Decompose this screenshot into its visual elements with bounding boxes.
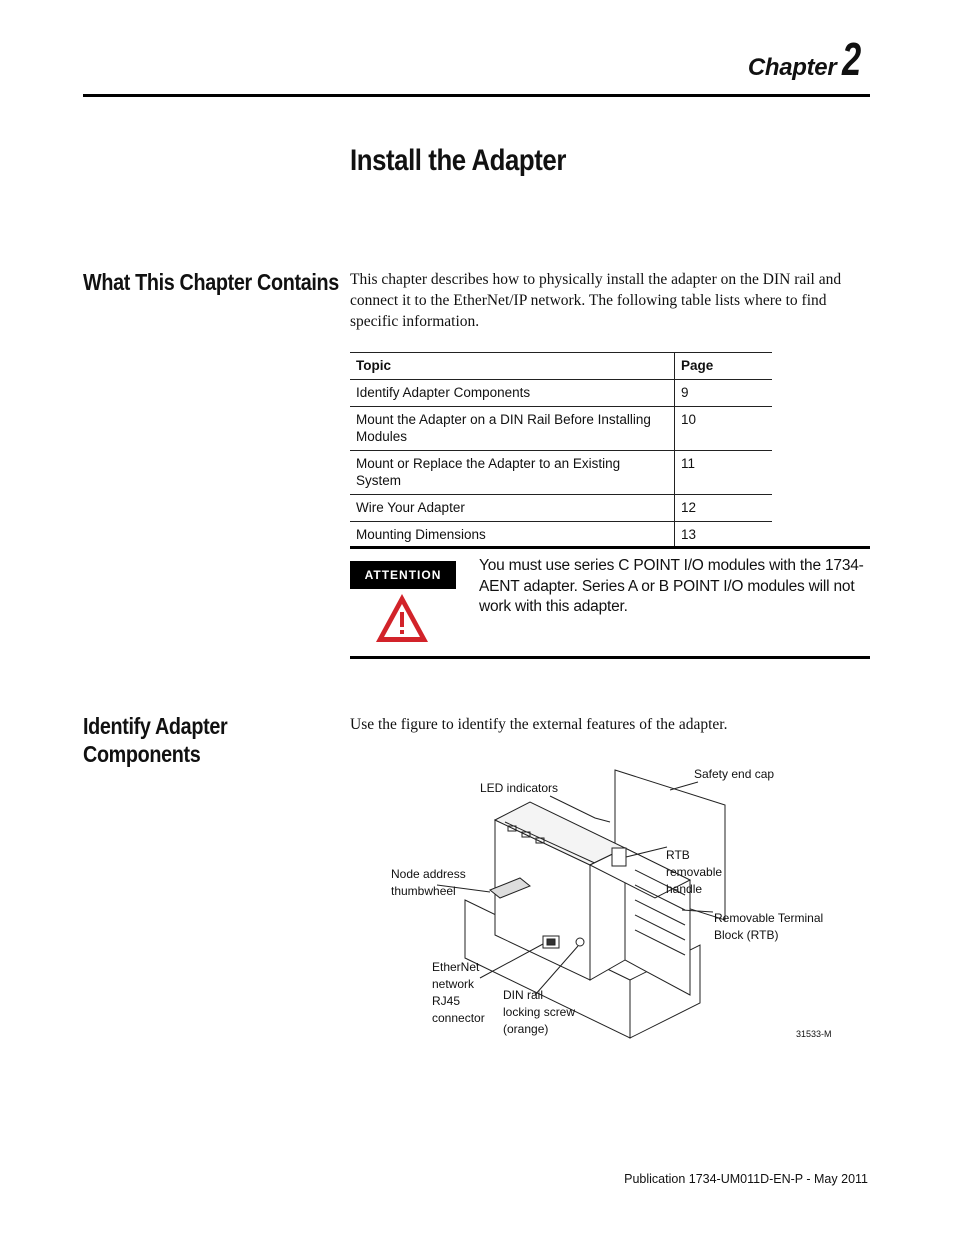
page-cell: 13 <box>675 522 773 549</box>
page-cell: 12 <box>675 495 773 522</box>
column-header-topic: Topic <box>350 353 675 380</box>
column-header-page: Page <box>675 353 773 380</box>
topic-cell: Mounting Dimensions <box>350 522 675 549</box>
callout-line: removable <box>666 865 723 879</box>
callout-line: Block (RTB) <box>714 928 779 942</box>
topic-cell: Mount or Replace the Adapter to an Existing System <box>350 451 675 495</box>
section-heading-chapter-contains: What This Chapter Contains <box>83 269 339 295</box>
table-row <box>350 495 772 522</box>
table-row <box>350 407 772 451</box>
figure-id: 31533-M <box>796 1029 832 1039</box>
page-title: Install the Adapter <box>350 144 566 177</box>
page-cell: 10 <box>675 407 773 451</box>
warning-triangle-icon <box>374 592 430 644</box>
chapter-number: 2 <box>842 33 862 85</box>
callout-line: handle <box>666 882 703 896</box>
section-intro-identify-components: Use the figure to identify the external features of the adapter. <box>350 716 728 733</box>
topics-table <box>350 352 772 549</box>
header-rule <box>83 94 870 97</box>
callout-din-rail <box>503 987 575 1038</box>
attention-badge: ATTENTION <box>350 561 456 589</box>
callout-line: locking screw <box>503 1005 576 1019</box>
callout-line: network <box>432 977 475 991</box>
callout-line: connector <box>432 1011 485 1025</box>
chapter-word: Chapter <box>747 54 837 81</box>
chapter-header <box>748 32 868 86</box>
topic-cell: Mount the Adapter on a DIN Rail Before Installing Modules <box>350 407 675 451</box>
attention-text: You must use series C POINT I/O modules with the 1734-AENT adapter. Series A or B POINT I/O modules will not work with this adapter. <box>479 557 864 615</box>
table-row <box>350 522 772 549</box>
table-header-row <box>350 353 772 380</box>
callout-line: DIN rail <box>503 988 544 1002</box>
attention-top-rule <box>350 546 870 549</box>
table-row <box>350 380 772 407</box>
callout-line: RTB <box>666 848 690 862</box>
section-heading-identify-components <box>83 712 227 768</box>
table-row <box>350 451 772 495</box>
callout-line: EtherNet <box>432 960 480 974</box>
callout-rtb-handle <box>666 847 722 898</box>
publication-footer: Publication 1734-UM011D-EN-P - May 2011 <box>624 1172 868 1186</box>
section-intro-chapter-contains: This chapter describes how to physically install the adapter on the DIN rail and connect it to the EtherNet/IP network. The following table lists where to find specific information. <box>350 271 842 330</box>
page-cell: 9 <box>675 380 773 407</box>
callout-line: Node address <box>391 867 466 881</box>
callout-node-address <box>391 866 466 900</box>
heading-line: Identify Adapter <box>83 713 228 739</box>
callout-line: Removable Terminal <box>714 911 824 925</box>
callout-led-indicators: LED indicators <box>480 781 559 795</box>
heading-line: Components <box>83 741 201 767</box>
callout-line: RJ45 <box>432 994 461 1008</box>
callout-safety-end-cap: Safety end cap <box>694 767 775 781</box>
callout-rtb <box>714 910 823 944</box>
attention-bottom-rule <box>350 656 870 659</box>
callout-ethernet <box>432 959 485 1027</box>
page-cell: 11 <box>675 451 773 495</box>
topic-cell: Wire Your Adapter <box>350 495 675 522</box>
callout-line: thumbwheel <box>391 884 456 898</box>
callout-line: (orange) <box>503 1022 549 1036</box>
topic-cell: Identify Adapter Components <box>350 380 675 407</box>
